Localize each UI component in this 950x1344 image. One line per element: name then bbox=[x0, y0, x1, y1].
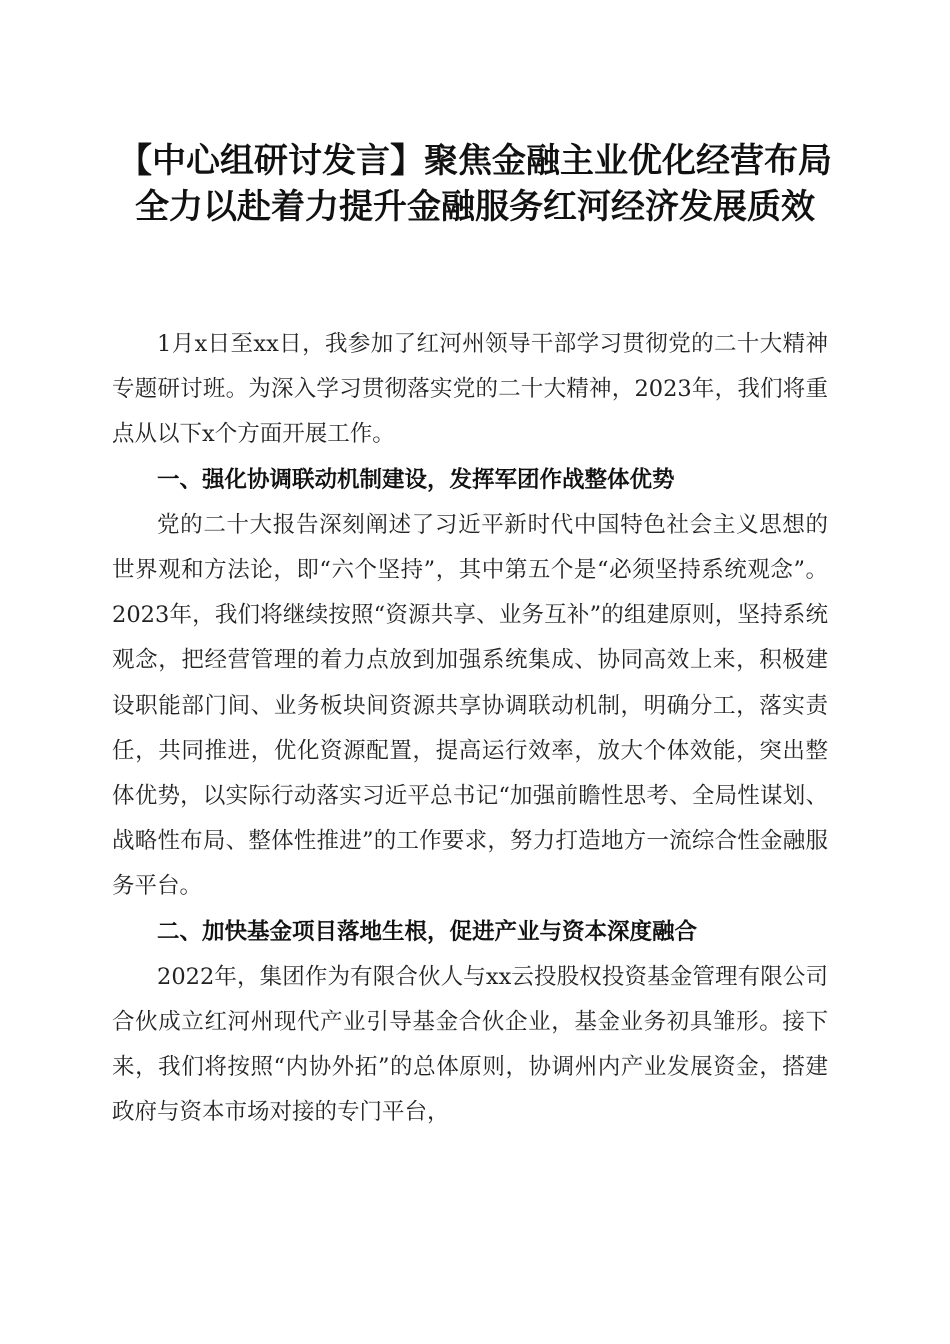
section-2-paragraph: 2022年，集团作为有限合伙人与xx云投股权投资基金管理有限公司合伙成立红河州现代产业引导基金合伙企业，基金业务初具雏形。接下来，我们将按照“内协外拓”的总体原则，协调州内产业发展资金，搭建政府与资本市场对接的专门平台， bbox=[112, 963, 828, 1126]
section-1-paragraph: 党的二十大报告深刻阐述了习近平新时代中国特色社会主义思想的世界观和方法论，即“六个坚持”，其中第五个是“必须坚持系统观念”。2023年，我们将继续按照“资源共享、业务互补”的组建原则，坚持系统观念，把经营管理的着力点放到加强系统集成、协同高效上来，积极建设职能部门间、业务板块间资源共享协调联动机制，明确分工，落实责任，共同推进，优化资源配置，提高运行效率，放大个体效能，突出整体优势，以实际行动落实习近平总书记“加强前瞻性思考、全局性谋划、战略性布局、整体性推进”的工作要求，努力打造地方一流综合性金融服务平台。 bbox=[112, 511, 828, 900]
document-body bbox=[112, 322, 828, 1136]
section-2-heading: 二、加快基金项目落地生根，促进产业与资本深度融合 bbox=[157, 918, 698, 945]
document-title: 【中心组研讨发言】聚焦金融主业优化经营布局全力以赴着力提升金融服务红河经济发展质效 bbox=[118, 141, 832, 227]
intro-paragraph: 1月x日至xx日，我参加了红河州领导干部学习贯彻党的二十大精神专题研讨班。为深入学习贯彻落实党的二十大精神，2023年，我们将重点从以下x个方面开展工作。 bbox=[112, 331, 828, 448]
section-1-heading: 一、强化协调联动机制建设，发挥军团作战整体优势 bbox=[157, 466, 675, 493]
